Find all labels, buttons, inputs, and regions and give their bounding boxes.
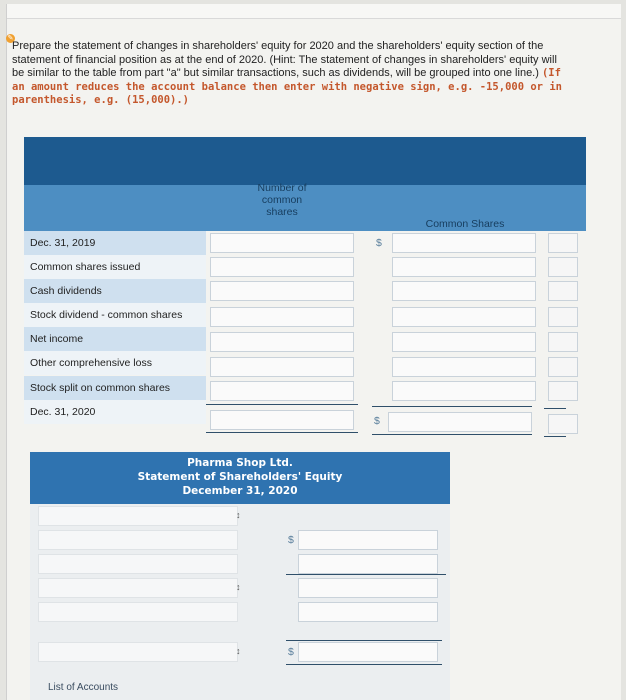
dollar-sign-dec-31-2019: $ <box>376 237 382 249</box>
shares-input-dec-31-2019[interactable] <box>210 233 354 253</box>
instruction-line-2: statement of financial position as at the end of 2020. (Hint: The statement of changes in shareholders' equity will <box>12 53 557 66</box>
statement-header <box>30 452 450 504</box>
instruction-note-line-4: an amount reduces the account balance then enter with negative sign, e.g. -15,000 or in <box>12 80 562 93</box>
shares-input-common-shares-issued[interactable] <box>210 257 354 277</box>
amount-input-net-income[interactable] <box>392 332 536 352</box>
statement-date: December 31, 2020 <box>182 485 298 497</box>
account-select[interactable] <box>38 578 238 598</box>
account-select[interactable] <box>38 506 238 526</box>
row-label-net-income: Net income <box>24 327 206 351</box>
amount-input-cash-dividends[interactable] <box>392 281 536 301</box>
statement-dollar-sign: $ <box>288 534 294 546</box>
shares-input-cash-dividends[interactable] <box>210 281 354 301</box>
instruction-note-line-5: parenthesis, e.g. (15,000).) <box>12 94 190 106</box>
statement-row <box>30 504 450 528</box>
statement-amount-input[interactable] <box>298 530 438 550</box>
row-label-stock-split: Stock split on common shares <box>24 376 206 400</box>
subtotal-rule-side <box>544 408 566 409</box>
statement-row <box>30 552 450 576</box>
instruction-note-start: (If <box>541 67 561 79</box>
account-select[interactable] <box>38 642 238 662</box>
edit-pencil-icon: ✎ <box>7 35 14 42</box>
shares-input-stock-dividend[interactable] <box>210 307 354 327</box>
shares-input-stock-split[interactable] <box>210 381 354 401</box>
row-label-cash-dividends: Cash dividends <box>24 279 206 303</box>
amount-input-dec-31-2019[interactable] <box>392 233 536 253</box>
statement-amount-input[interactable] <box>298 602 438 622</box>
total-double-rule-side <box>544 436 566 437</box>
account-select[interactable] <box>38 530 238 550</box>
instruction-line-1: Prepare the statement of changes in shareholders' equity for 2020 and the shareholders' equity section of the <box>12 40 544 52</box>
side-input-other-comprehensive-loss[interactable] <box>548 357 578 377</box>
side-input-dec-31-2019[interactable] <box>548 233 578 253</box>
statement-row <box>30 576 450 600</box>
total-double-rule-amount <box>372 434 532 435</box>
side-input-dec-31-2020[interactable] <box>548 414 578 434</box>
list-of-accounts-link[interactable]: List of Accounts <box>48 682 119 693</box>
subtotal-rule-shares <box>206 404 358 405</box>
amount-input-other-comprehensive-loss[interactable] <box>392 357 536 377</box>
amount-input-dec-31-2020[interactable] <box>388 412 532 432</box>
statement-double-rule <box>286 664 442 665</box>
row-label-dec-31-2019: Dec. 31, 2019 <box>24 231 206 255</box>
dollar-sign-dec-31-2020: $ <box>374 415 380 427</box>
shares-input-net-income[interactable] <box>210 332 354 352</box>
statement-title: Statement of Shareholders' Equity <box>137 471 343 483</box>
col-header-common-shares: Common Shares <box>425 218 505 230</box>
statement-row <box>30 528 450 552</box>
side-input-stock-split[interactable] <box>548 381 578 401</box>
statement-row <box>30 600 450 624</box>
table-header-dark-band <box>24 137 586 185</box>
row-label-common-shares-issued: Common shares issued <box>24 255 206 279</box>
statement-amount-input[interactable] <box>298 578 438 598</box>
select-arrows-icon: ↕ <box>236 646 241 656</box>
row-label-other-comprehensive-loss: Other comprehensive loss <box>24 351 206 375</box>
statement-dollar-sign: $ <box>288 646 294 658</box>
statement-subtotal-rule <box>286 574 446 575</box>
statement-amount-input[interactable] <box>298 554 438 574</box>
account-select[interactable] <box>38 602 238 622</box>
side-input-cash-dividends[interactable] <box>548 281 578 301</box>
select-arrows-icon: ↕ <box>236 582 241 592</box>
total-double-rule-shares <box>206 432 358 433</box>
statement-row <box>30 640 450 664</box>
amount-input-stock-dividend[interactable] <box>392 307 536 327</box>
row-label-stock-dividend: Stock dividend - common shares <box>24 303 206 327</box>
row-label-dec-31-2020: Dec. 31, 2020 <box>24 400 206 424</box>
statement-total-input[interactable] <box>298 642 438 662</box>
shares-input-dec-31-2020[interactable] <box>210 410 354 430</box>
account-select[interactable] <box>38 554 238 574</box>
amount-input-common-shares-issued[interactable] <box>392 257 536 277</box>
side-input-stock-dividend[interactable] <box>548 307 578 327</box>
select-arrows-icon: ↕ <box>236 510 241 520</box>
amount-input-stock-split[interactable] <box>392 381 536 401</box>
statement-body <box>30 504 450 700</box>
side-input-common-shares-issued[interactable] <box>548 257 578 277</box>
top-strip <box>7 4 621 19</box>
statement-company-name: Pharma Shop Ltd. <box>187 457 293 469</box>
subtotal-rule-amount <box>372 406 532 407</box>
instruction-line-3: be similar to the table from part "a" but similar transactions, such as dividends, will be grouped into one line.) <box>12 67 539 79</box>
col-header-number-of-shares: Number of common shares <box>257 182 307 218</box>
shares-input-other-comprehensive-loss[interactable] <box>210 357 354 377</box>
instructions <box>12 40 602 108</box>
side-input-net-income[interactable] <box>548 332 578 352</box>
